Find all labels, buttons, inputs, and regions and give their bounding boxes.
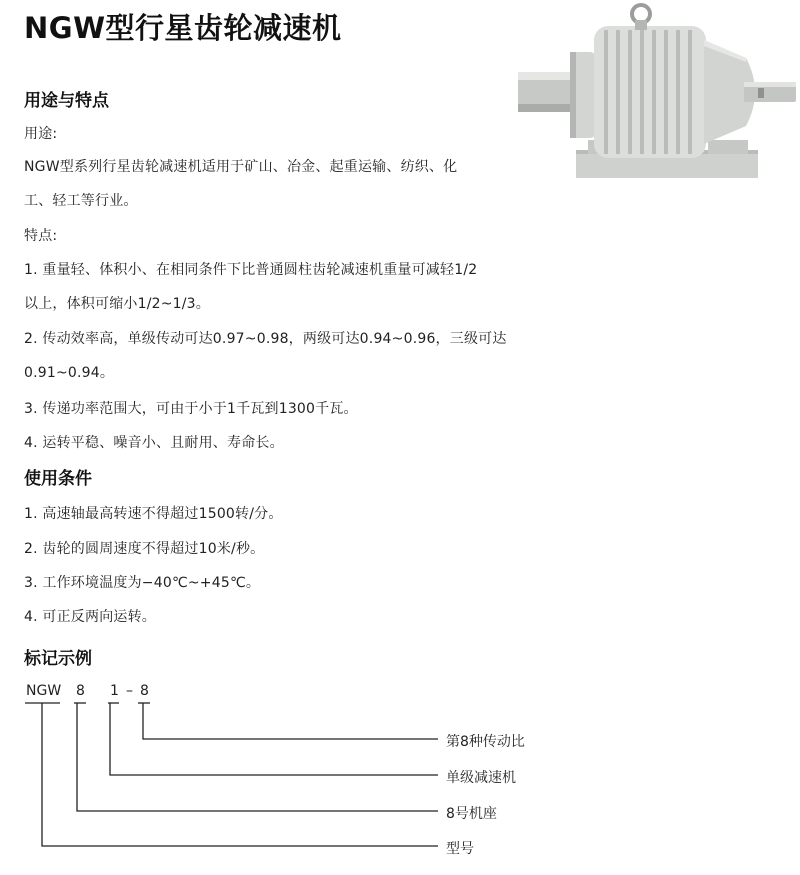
feature-line: 4. 运转平稳、噪音小、且耐用、寿命长。	[24, 435, 284, 451]
page-title: NGW型行星齿轮减速机	[24, 11, 342, 45]
leader-frame	[77, 703, 438, 811]
code-frame: 8	[76, 683, 85, 699]
legend-model: 型号	[446, 841, 474, 857]
feature-line: 3. 传递功率范围大，可由于小于1千瓦到1300千瓦。	[24, 401, 358, 417]
heading-conditions: 使用条件	[24, 469, 92, 489]
feature-line: 以上，体积可缩小1/2~1/3。	[24, 296, 210, 312]
legend-frame: 8号机座	[446, 806, 497, 822]
feature-line: 0.91~0.94。	[24, 365, 115, 381]
heading-marking: 标记示例	[24, 649, 92, 669]
code-ratio: 8	[140, 683, 149, 699]
feature-line: 1. 重量轻、体积小、在相同条件下比普通圆柱齿轮减速机重量可减轻1/2	[24, 262, 478, 278]
condition-line: 2. 齿轮的圆周速度不得超过10米/秒。	[24, 541, 265, 557]
condition-line: 4. 可正反两向运转。	[24, 609, 157, 625]
usage-line: NGW型系列行星齿轮减速机适用于矿山、冶金、起重运输、纺织、化	[24, 159, 458, 175]
legend-ratio: 第8种传动比	[446, 734, 525, 750]
features-label: 特点:	[24, 228, 58, 244]
legend-stage: 单级减速机	[446, 770, 516, 786]
usage-label: 用途:	[24, 126, 58, 142]
code-stage: 1	[110, 683, 119, 699]
usage-line: 工、轻工等行业。	[24, 193, 138, 209]
feature-line: 2. 传动效率高，单级传动可达0.97~0.98，两级可达0.94~0.96，三级可达	[24, 331, 507, 347]
leader-ratio	[143, 703, 438, 739]
condition-line: 3. 工作环境温度为−40℃~+45℃。	[24, 575, 261, 591]
heading-usage-features: 用途与特点	[24, 91, 109, 111]
condition-line: 1. 高速轴最高转速不得超过1500转/分。	[24, 506, 283, 522]
code-model: NGW	[26, 683, 62, 699]
code-dash: –	[126, 683, 133, 699]
